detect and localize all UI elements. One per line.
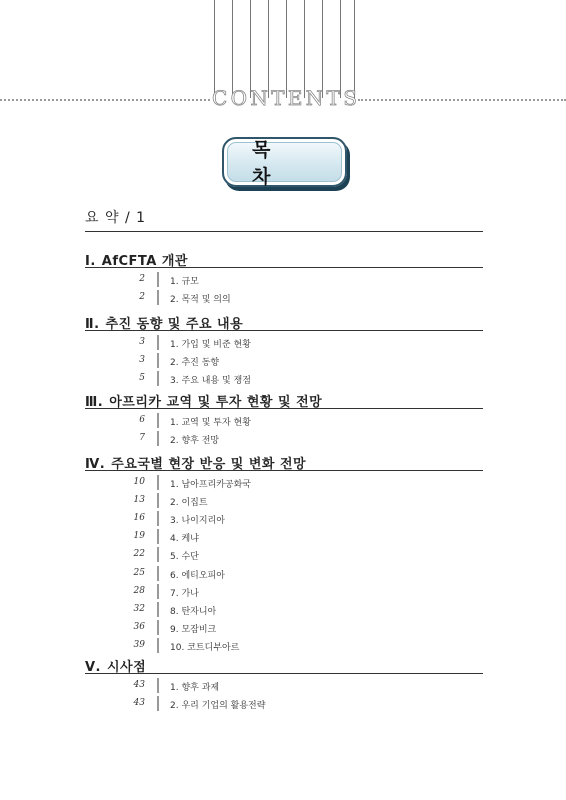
item-divider — [157, 493, 159, 508]
item-label: 4. 케냐 — [170, 534, 199, 545]
item-label: 1. 향후 과제 — [170, 683, 220, 693]
section-number: Ⅱ. — [85, 317, 100, 332]
item-label: 10. 코트디부아르 — [170, 642, 240, 653]
item-divider — [157, 602, 159, 617]
toc-item[interactable] — [85, 677, 483, 695]
item-divider — [157, 547, 159, 562]
toc-item[interactable] — [85, 510, 483, 528]
page-number: 16 — [133, 513, 145, 524]
page-number: 3 — [139, 355, 145, 365]
item-label: 2. 향후 전망 — [170, 436, 220, 446]
item-divider — [157, 511, 159, 526]
toc-item[interactable] — [85, 528, 483, 546]
section-heading[interactable] — [85, 656, 483, 674]
page-number: 10 — [133, 477, 145, 487]
section-title: 주요국별 현장 반응 및 변화 전망 — [111, 457, 307, 472]
item-label: 7. 가나 — [170, 588, 199, 599]
toc-item[interactable] — [85, 370, 483, 388]
page-number: 5 — [139, 373, 145, 383]
item-divider — [157, 638, 159, 653]
section-number: Ⅴ. — [85, 660, 101, 675]
toc-item[interactable] — [85, 289, 483, 307]
contents-letter: N — [250, 86, 268, 110]
page-number: 36 — [133, 621, 145, 632]
summary-entry[interactable]: 요 약 / 1 — [85, 207, 483, 232]
page-number: 43 — [133, 698, 145, 708]
toc-item[interactable] — [85, 619, 483, 637]
toc-item[interactable] — [85, 474, 483, 492]
item-label: 2. 추진 동향 — [170, 358, 220, 368]
item-divider — [157, 353, 159, 368]
item-label: 3. 주요 내용 및 쟁점 — [170, 376, 251, 386]
page-number: 3 — [139, 337, 145, 347]
item-label: 2. 우리 기업의 활용전략 — [170, 701, 266, 711]
item-divider — [157, 620, 159, 635]
item-divider — [157, 413, 159, 428]
toc-item[interactable] — [85, 565, 483, 583]
section-number: Ⅲ. — [85, 395, 104, 410]
page-number: 6 — [139, 415, 145, 425]
page-number: 32 — [133, 603, 145, 614]
toc-badge-label: 목 차 — [252, 139, 299, 188]
section-title: 시사점 — [107, 660, 147, 675]
section-title: 아프리카 교역 및 투자 현황 및 전망 — [109, 395, 323, 410]
contents-letter: T — [326, 86, 340, 110]
dotted-rule-left — [0, 99, 210, 101]
page-number: 2 — [139, 274, 145, 284]
toc-item[interactable] — [85, 637, 483, 655]
section-number: Ⅰ. — [85, 254, 96, 269]
page-number: 19 — [133, 531, 145, 542]
contents-letter: C — [212, 86, 228, 110]
toc-item[interactable] — [85, 546, 483, 564]
section-title: AfCFTA 개관 — [101, 254, 188, 269]
page-number: 25 — [133, 567, 145, 578]
item-divider — [157, 290, 159, 305]
item-label: 3. 나이지리아 — [170, 516, 225, 527]
toc-item[interactable] — [85, 430, 483, 448]
contents-letter: E — [287, 86, 303, 110]
contents-letter: T — [271, 86, 285, 110]
item-divider — [157, 335, 159, 350]
section-number: Ⅳ. — [85, 457, 106, 472]
contents-letter: S — [343, 86, 357, 110]
item-divider — [157, 566, 159, 581]
page-number: 39 — [133, 639, 145, 650]
item-label: 2. 이집트 — [170, 498, 208, 509]
page-number: 22 — [133, 549, 145, 560]
toc-item[interactable] — [85, 601, 483, 619]
item-divider — [157, 696, 159, 711]
toc-item[interactable] — [85, 492, 483, 510]
section-heading[interactable] — [85, 453, 483, 471]
item-divider — [157, 678, 159, 693]
item-label: 6. 에티오피아 — [170, 570, 225, 581]
contents-letter: N — [305, 86, 324, 110]
section-heading[interactable] — [85, 250, 483, 268]
toc-item[interactable] — [85, 583, 483, 601]
section-heading[interactable] — [85, 391, 483, 409]
item-divider — [157, 475, 159, 490]
item-label: 2. 목적 및 의의 — [170, 295, 231, 305]
page-number: 13 — [133, 495, 145, 506]
page-number: 43 — [133, 680, 145, 690]
item-label: 1. 교역 및 투자 현황 — [170, 418, 251, 428]
item-label: 1. 남아프리카공화국 — [170, 480, 252, 490]
item-divider — [157, 371, 159, 386]
toc-item[interactable] — [85, 271, 483, 289]
page-number: 28 — [133, 585, 145, 596]
item-divider — [157, 584, 159, 599]
page-number: 2 — [139, 292, 145, 302]
item-divider — [157, 272, 159, 287]
item-label: 5. 수단 — [170, 552, 199, 563]
toc-item[interactable] — [85, 334, 483, 352]
toc-item[interactable] — [85, 412, 483, 430]
item-label: 8. 탄자니아 — [170, 606, 217, 617]
item-label: 1. 규모 — [170, 277, 199, 287]
toc-item[interactable] — [85, 695, 483, 713]
contents-title — [212, 84, 357, 112]
section-heading[interactable] — [85, 313, 483, 331]
item-divider — [157, 431, 159, 446]
dotted-rule-right — [358, 99, 566, 101]
item-label: 9. 모잠비크 — [170, 624, 217, 635]
section-title: 추진 동향 및 주요 내용 — [105, 317, 244, 332]
contents-letter: O — [230, 86, 248, 110]
item-label: 1. 가입 및 비준 현황 — [170, 340, 251, 350]
toc-badge — [222, 137, 347, 187]
page-number: 7 — [139, 433, 145, 443]
toc-item[interactable] — [85, 352, 483, 370]
item-divider — [157, 529, 159, 544]
